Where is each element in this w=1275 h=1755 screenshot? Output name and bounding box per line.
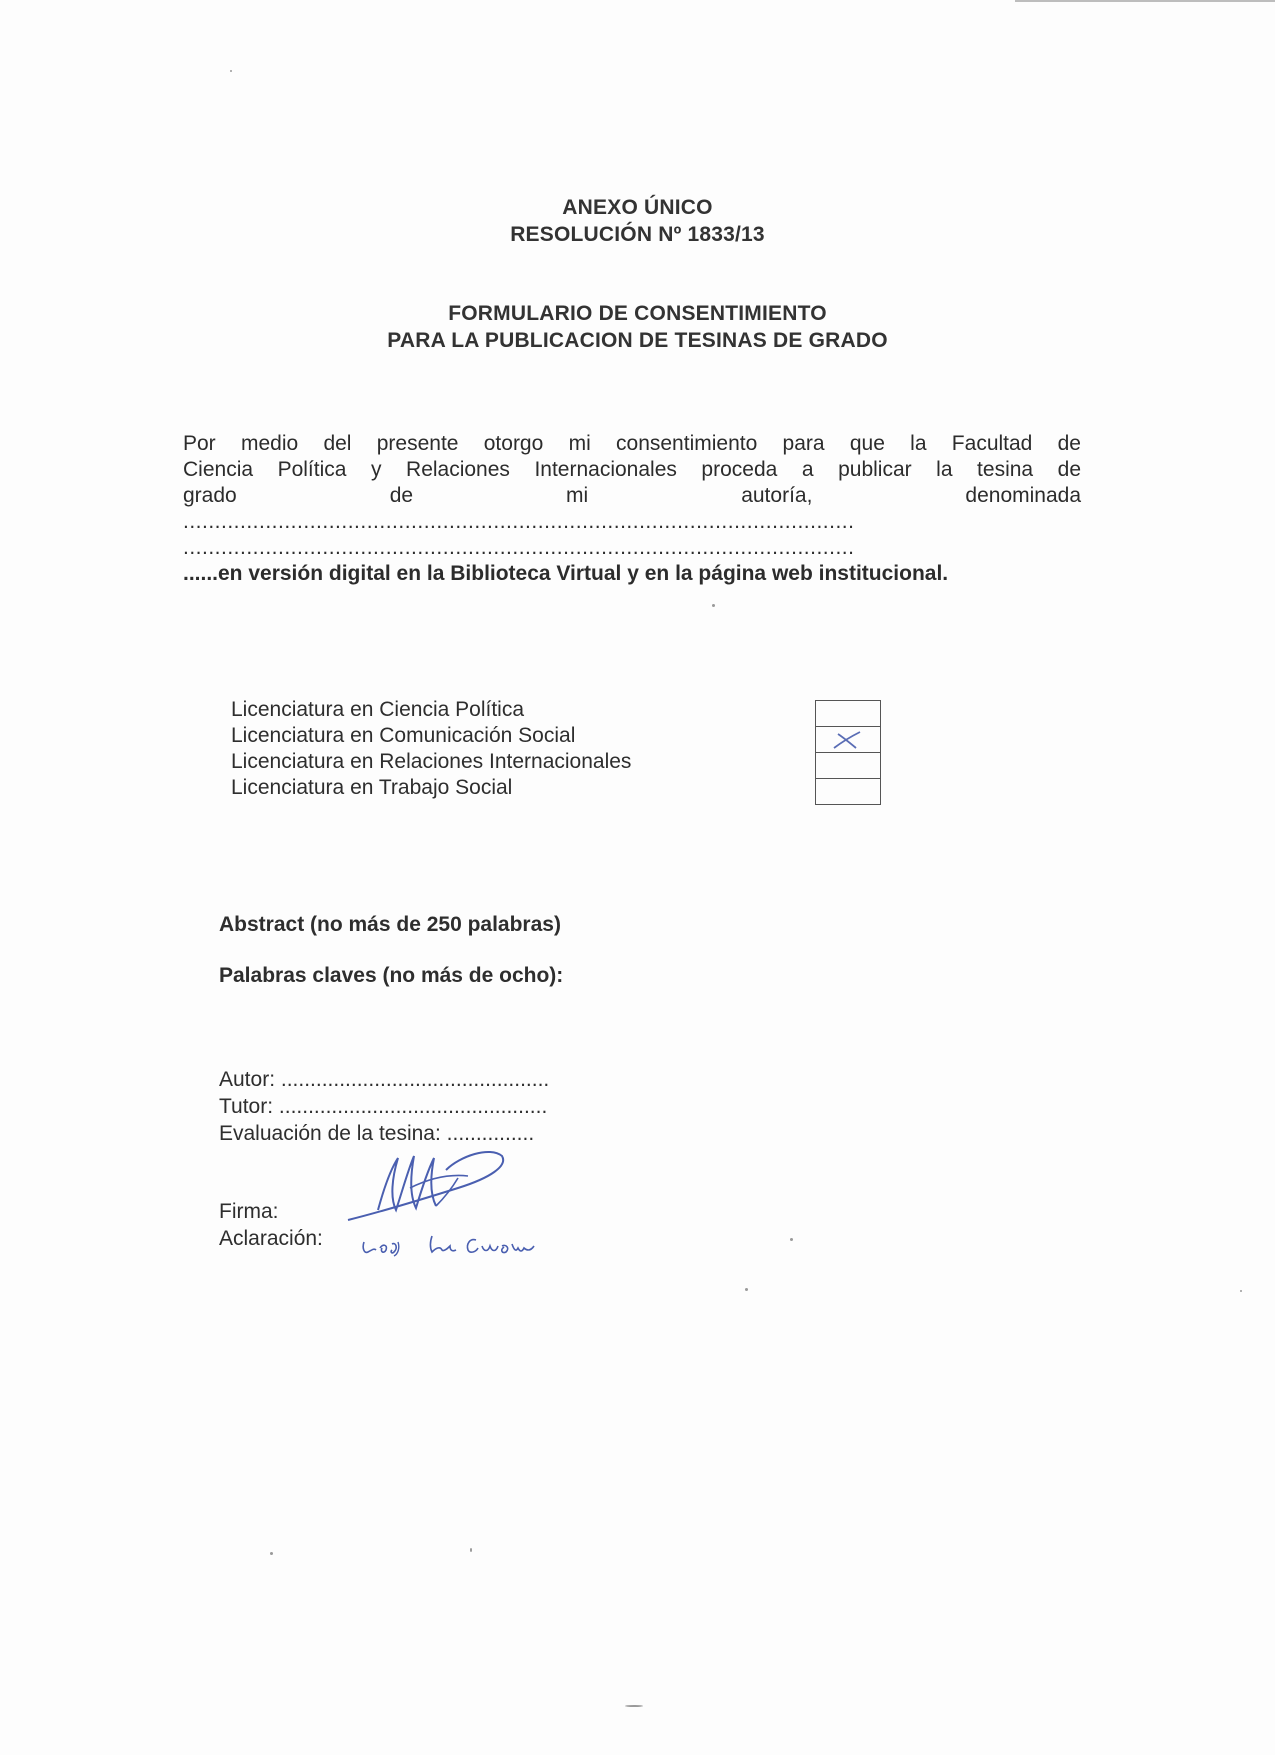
scan-speck <box>712 604 715 607</box>
consent-line-1-text: Por medio del presente otorgo mi consentimiento para que la Facultad de <box>183 432 1081 455</box>
word-de: de <box>389 484 414 507</box>
consent-paragraph <box>183 431 1081 587</box>
career-trabajo-social: Licenciatura en Trabajo Social <box>231 776 513 799</box>
career-comunicacion-social: Licenciatura en Comunicación Social <box>231 724 576 747</box>
scan-speck <box>230 70 232 72</box>
scan-speck <box>745 1288 748 1291</box>
scan-speck <box>1240 1290 1242 1292</box>
consent-line-2-text: Ciencia Política y Relaciones Internacionales proceda a publicar la tesina de <box>183 458 1081 481</box>
autor-field[interactable]: Autor: .............................................. <box>219 1068 550 1091</box>
evaluacion-field[interactable]: Evaluación de la tesina: ............... <box>219 1122 535 1145</box>
career-relaciones-internacionales: Licenciatura en Relaciones Internacionales <box>231 750 632 773</box>
consent-line-3 <box>183 483 1081 509</box>
resolution-number: RESOLUCIÓN Nº 1833/13 <box>510 223 765 246</box>
consent-line-2 <box>183 457 1081 483</box>
handwritten-x-mark <box>828 728 868 752</box>
checkbox-comunicacion-social[interactable] <box>816 727 880 753</box>
career-checkbox-table <box>815 700 881 805</box>
firma-label: Firma: <box>219 1200 279 1223</box>
form-title-line1: FORMULARIO DE CONSENTIMIENTO <box>448 302 827 325</box>
signature-fields <box>219 1066 549 1147</box>
word-mi: mi <box>566 484 589 507</box>
annex-header <box>0 194 1275 248</box>
aclaracion-label: Aclaración: <box>219 1227 323 1250</box>
scan-speck <box>625 1705 643 1707</box>
consent-line-1 <box>183 431 1081 457</box>
form-title <box>0 300 1275 354</box>
career-list <box>231 697 631 801</box>
word-denominada: denominada <box>965 484 1081 507</box>
scan-edge <box>1015 0 1275 2</box>
title-blank-line-1: .......................................................................................................... <box>183 510 855 533</box>
abstract-label: Abstract (no más de 250 palabras) <box>219 913 561 936</box>
word-grado: grado <box>183 484 237 507</box>
annex-title: ANEXO ÚNICO <box>562 196 713 219</box>
checkbox-trabajo-social[interactable] <box>816 779 880 804</box>
tutor-field[interactable]: Tutor: .............................................. <box>219 1095 548 1118</box>
scan-speck <box>470 1548 472 1552</box>
form-title-line2: PARA LA PUBLICACION DE TESINAS DE GRADO <box>387 329 888 352</box>
consent-line-final: ......en versión digital en la Biblioteca Virtual y en la página web institucional. <box>183 562 949 585</box>
checkbox-relaciones-internacionales[interactable] <box>816 753 880 779</box>
handwritten-name <box>358 1222 558 1262</box>
keywords-label: Palabras claves (no más de ocho): <box>219 964 564 987</box>
scan-speck <box>270 1552 273 1555</box>
word-autoria: autoría, <box>741 484 813 507</box>
scan-speck <box>790 1238 793 1241</box>
title-blank-line-2: .......................................................................................................... <box>183 536 855 559</box>
signature-image <box>340 1148 520 1228</box>
career-ciencia-politica: Licenciatura en Ciencia Política <box>231 698 524 721</box>
